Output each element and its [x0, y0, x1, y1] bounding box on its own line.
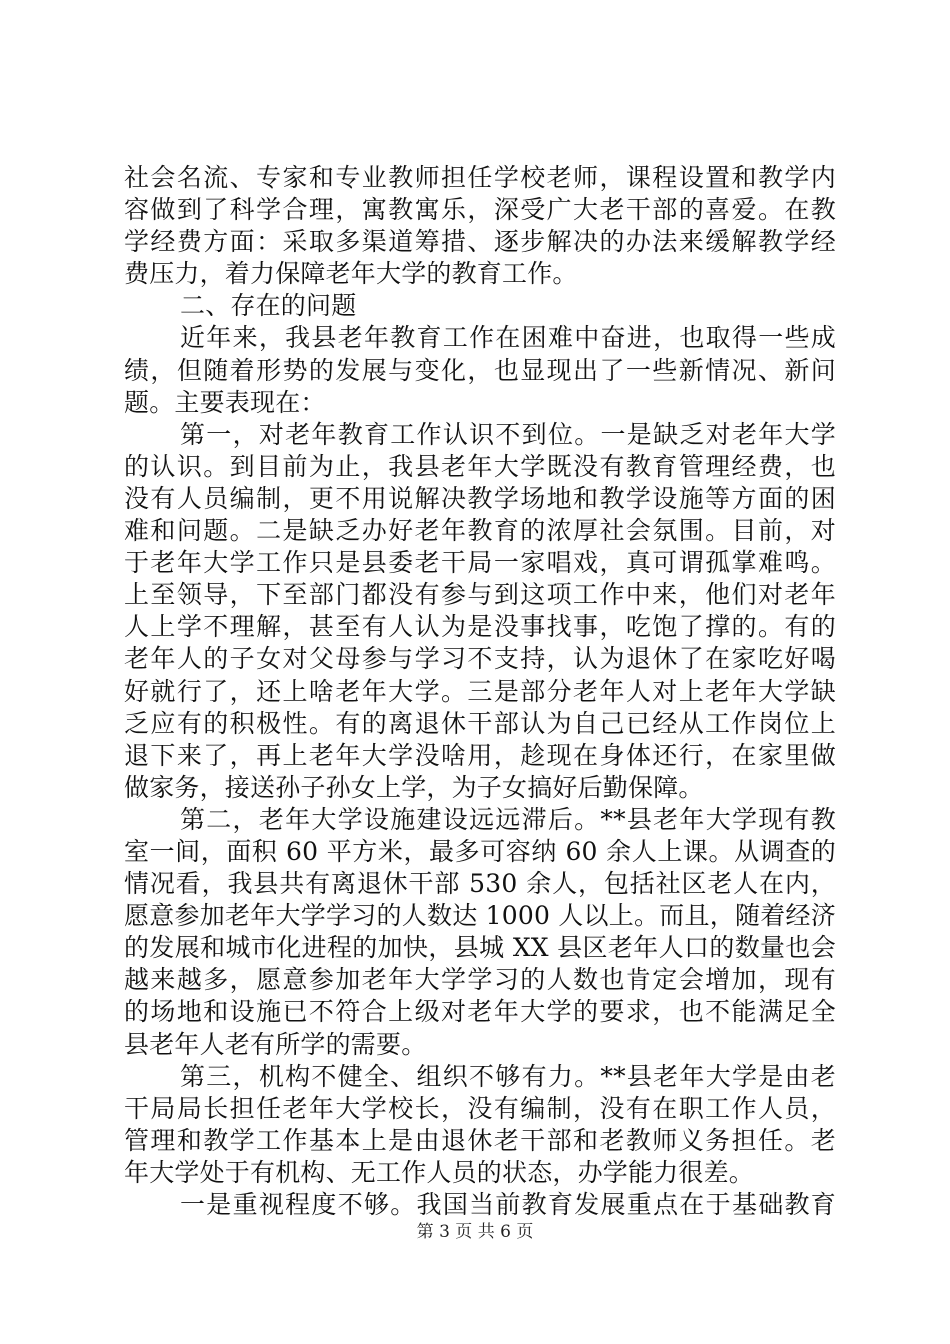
paragraph-first-line: 第二，老年大学设施建设远远滞后。**县老年大学现有教	[180, 804, 836, 834]
text-line: 管理和教学工作基本上是由退休老干部和老教师义务担任。老	[124, 1125, 836, 1155]
text-line: 越来越多，愿意参加老年大学学习的人数也肯定会增加，现有	[124, 965, 836, 995]
text-line: 于老年大学工作只是县委老干局一家唱戏，真可谓孤掌难鸣。	[124, 548, 836, 578]
text-line: 没有人员编制，更不用说解决教学场地和教学设施等方面的困	[124, 483, 836, 513]
text-line: 县老年人老有所学的需要。	[124, 1029, 427, 1059]
text-line: 乏应有的积极性。有的离退休干部认为自己已经从工作岗位上	[124, 708, 836, 738]
text-line: 人上学不理解，甚至有人认为是没事找事，吃饱了撑的。有的	[124, 612, 836, 642]
text-line: 的认识。到目前为止，我县老年大学既没有教育管理经费，也	[124, 451, 836, 481]
text-line: 学经费方面：采取多渠道筹措、逐步解决的办法来缓解教学经	[124, 227, 836, 257]
text-line: 情况看，我县共有离退休干部 530 余人，包括社区老人在内，	[124, 869, 836, 899]
page-footer: 第 3 页 共 6 页	[416, 1222, 534, 1242]
text-line: 上至领导，下至部门都没有参与到这项工作中来，他们对老年	[124, 580, 836, 610]
text-line: 容做到了科学合理，寓教寓乐，深受广大老干部的喜爱。在教	[124, 195, 836, 225]
text-line: 费压力，着力保障老年大学的教育工作。	[124, 259, 578, 289]
text-line: 愿意参加老年大学学习的人数达 1000 人以上。而且，随着经济	[124, 901, 836, 931]
text-line: 的场地和设施已不符合上级对老年大学的要求，也不能满足全	[124, 997, 836, 1027]
document-body	[124, 162, 836, 1221]
text-line: 退下来了，再上老年大学没啥用，趁现在身体还行，在家里做	[124, 740, 836, 770]
text-line: 绩，但随着形势的发展与变化，也显现出了一些新情况、新问	[124, 355, 836, 385]
text-line: 老年人的子女对父母参与学习不支持，认为退休了在家吃好喝	[124, 644, 836, 674]
text-line: 室一间，面积 60 平方米，最多可容纳 60 余人上课。从调查的	[124, 836, 836, 866]
text-line: 做家务，接送孙子孙女上学，为子女搞好后勤保障。	[124, 772, 704, 802]
text-line: 难和问题。二是缺乏办好老年教育的浓厚社会氛围。目前，对	[124, 516, 836, 546]
paragraph-first-line: 一是重视程度不够。我国当前教育发展重点在于基础教育	[180, 1190, 836, 1219]
text-line: 社会名流、专家和专业教师担任学校老师，课程设置和教学内	[124, 163, 836, 192]
text-line: 的发展和城市化进程的加快，县城 XX 县区老年人口的数量也会	[124, 933, 836, 963]
text-line: 题。主要表现在：	[124, 387, 326, 417]
paragraph-first-line: 二、存在的问题	[180, 291, 357, 321]
text-line: 干局局长担任老年大学校长，没有编制，没有在职工作人员，	[124, 1093, 836, 1123]
paragraph-first-line: 第三，机构不健全、组织不够有力。**县老年大学是由老	[180, 1061, 836, 1091]
paragraph-first-line: 第一，对老年教育工作认识不到位。一是缺乏对老年大学	[180, 419, 836, 449]
text-line: 好就行了，还上啥老年大学。三是部分老年人对上老年大学缺	[124, 676, 836, 706]
text-line: 年大学处于有机构、无工作人员的状态，办学能力很差。	[124, 1157, 755, 1187]
paragraph-first-line: 近年来，我县老年教育工作在困难中奋进，也取得一些成	[180, 323, 836, 353]
